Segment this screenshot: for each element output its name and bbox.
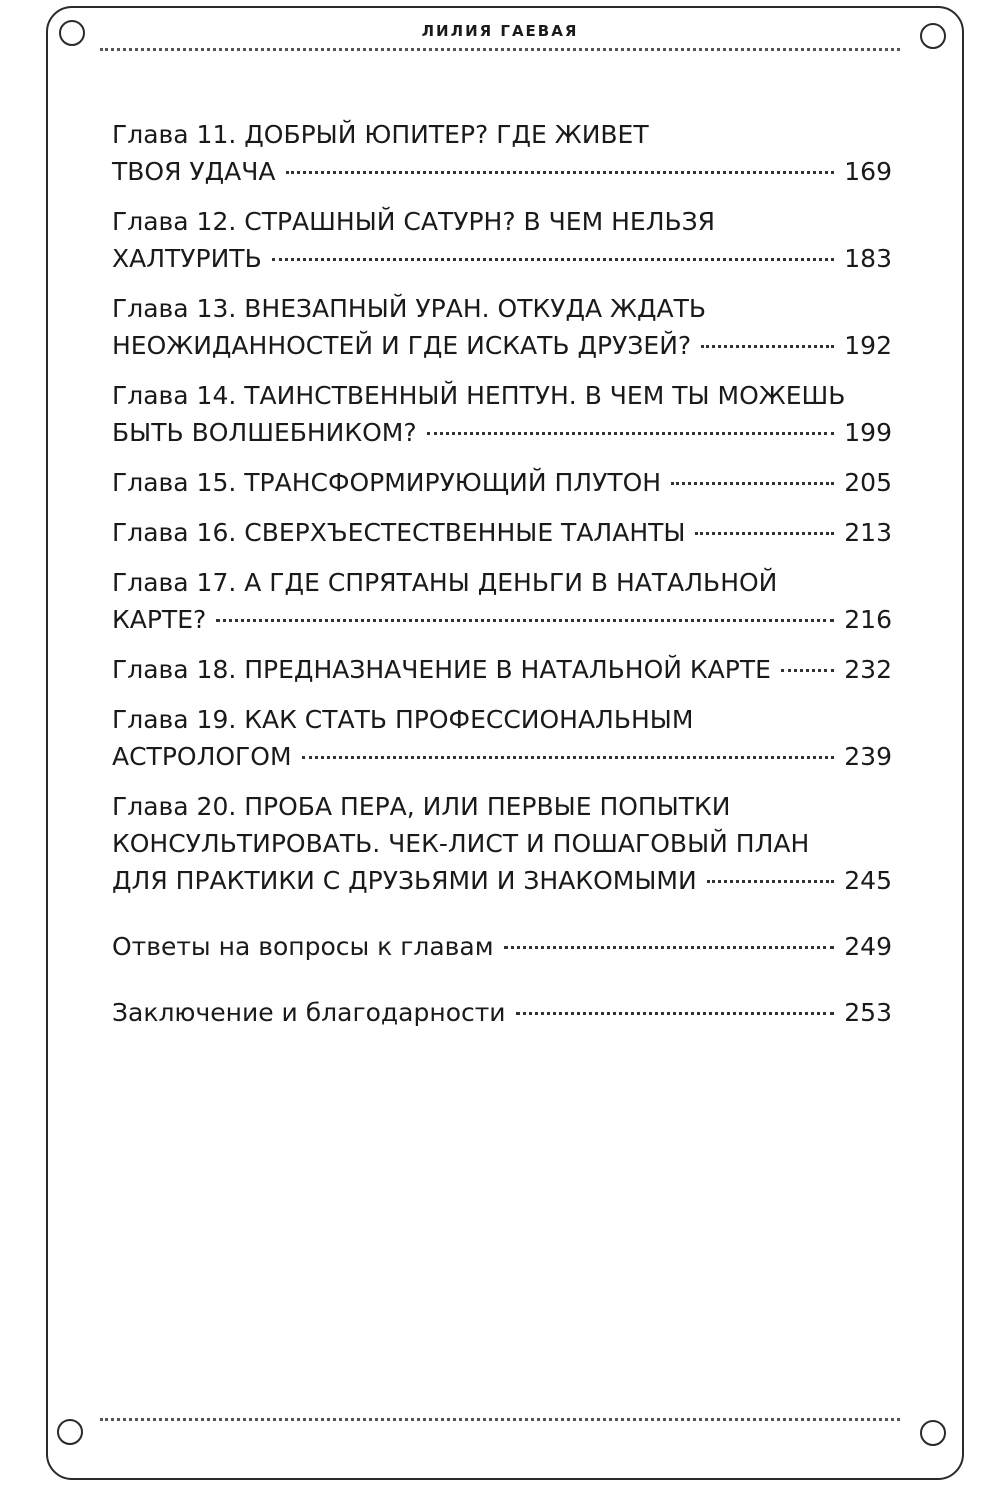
- toc-entry-title-line: БЫТЬ ВОЛШЕБНИКОМ?: [112, 418, 417, 447]
- toc-entry-last-line: [112, 153, 892, 190]
- toc-page-number: 216: [844, 605, 892, 634]
- toc-entry-last-line: [112, 240, 892, 277]
- toc-entry: [112, 116, 892, 190]
- toc-entry-title-line: Глава 12. СТРАШНЫЙ САТУРН? В ЧЕМ НЕЛЬЗЯ: [112, 207, 716, 236]
- toc-entry-title-line: ТВОЯ УДАЧА: [112, 157, 276, 186]
- toc-entry-title-line: НЕОЖИДАННОСТЕЙ И ГДЕ ИСКАТЬ ДРУЗЕЙ?: [112, 331, 692, 360]
- toc-entry-last-line: [112, 738, 892, 775]
- toc-entry: [112, 290, 892, 364]
- toc-entry-title-line: Глава 20. ПРОБА ПЕРА, ИЛИ ПЕРВЫЕ ПОПЫТКИ: [112, 792, 731, 821]
- dot-leader: [781, 669, 834, 672]
- toc-page-number: 205: [844, 468, 892, 497]
- toc-page-number: 245: [844, 866, 892, 895]
- toc-entry-title-line: ДЛЯ ПРАКТИКИ С ДРУЗЬЯМИ И ЗНАКОМЫМИ: [112, 866, 697, 895]
- toc-entry: [112, 928, 892, 965]
- toc-entry: [112, 994, 892, 1031]
- toc-entry-last-line: [112, 327, 892, 364]
- toc-page-number: 239: [844, 742, 892, 771]
- toc-entry-last-line: [112, 862, 892, 899]
- toc-page-number: 213: [844, 518, 892, 547]
- toc-entry: [112, 514, 892, 551]
- toc-entry-title-line: Заключение и благодарности: [112, 998, 506, 1027]
- toc-page-number: 169: [844, 157, 892, 186]
- toc-page-number: 199: [844, 418, 892, 447]
- dot-leader: [671, 482, 834, 485]
- table-of-contents: [112, 116, 892, 1044]
- toc-entry: [112, 377, 892, 451]
- toc-entry-title-line: Глава 14. ТАИНСТВЕННЫЙ НЕПТУН. В ЧЕМ ТЫ МОЖЕШЬ: [112, 381, 846, 410]
- dot-leader: [701, 345, 834, 348]
- toc-entry: [112, 564, 892, 638]
- toc-entry-title-line: Глава 15. ТРАНСФОРМИРУЮЩИЙ ПЛУТОН: [112, 468, 662, 497]
- toc-entry-title-line: ХАЛТУРИТЬ: [112, 244, 262, 273]
- dot-leader: [216, 619, 834, 622]
- toc-entry-title-line: Глава 11. ДОБРЫЙ ЮПИТЕР? ГДЕ ЖИВЕТ: [112, 120, 649, 149]
- toc-entry-last-line: [112, 414, 892, 451]
- toc-entry: [112, 464, 892, 501]
- toc-entry-title-line: Глава 17. А ГДЕ СПРЯТАНЫ ДЕНЬГИ В НАТАЛЬНОЙ: [112, 568, 778, 597]
- dot-leader: [504, 946, 835, 949]
- toc-page-number: 192: [844, 331, 892, 360]
- toc-entry-title-line: Глава 16. СВЕРХЪЕСТЕСТВЕННЫЕ ТАЛАНТЫ: [112, 518, 686, 547]
- toc-entry: [112, 788, 892, 899]
- dot-leader: [272, 258, 835, 261]
- toc-page-number: 232: [844, 655, 892, 684]
- bottom-left-circle-ornament: [57, 1419, 83, 1445]
- toc-entry-title-line: Глава 19. КАК СТАТЬ ПРОФЕССИОНАЛЬНЫМ: [112, 705, 694, 734]
- toc-page-number: 249: [844, 932, 892, 961]
- toc-page-number: 183: [844, 244, 892, 273]
- toc-entry: [112, 203, 892, 277]
- dot-leader: [516, 1012, 835, 1015]
- dot-leader: [302, 756, 835, 759]
- toc-page-number: 253: [844, 998, 892, 1027]
- toc-entry-title-line: АСТРОЛОГОМ: [112, 742, 292, 771]
- toc-entry-last-line: [112, 514, 892, 551]
- header-dotted-rule: [100, 48, 900, 51]
- toc-entry-last-line: [112, 994, 892, 1031]
- toc-entry-last-line: [112, 928, 892, 965]
- toc-entry-title-line: КАРТЕ?: [112, 605, 207, 634]
- dot-leader: [707, 880, 835, 883]
- dot-leader: [695, 532, 834, 535]
- bottom-right-circle-ornament: [920, 1420, 946, 1446]
- toc-entry-last-line: [112, 651, 892, 688]
- toc-entry-title-line: КОНСУЛЬТИРОВАТЬ. ЧЕК-ЛИСТ И ПОШАГОВЫЙ ПЛАН: [112, 829, 810, 858]
- toc-entry: [112, 701, 892, 775]
- toc-entry-title-line: Глава 18. ПРЕДНАЗНАЧЕНИЕ В НАТАЛЬНОЙ КАРТЕ: [112, 655, 771, 684]
- dot-leader: [427, 432, 835, 435]
- running-head-author: ЛИЛИЯ ГАЕВАЯ: [421, 22, 579, 40]
- dot-leader: [286, 171, 835, 174]
- toc-entry-title-line: Ответы на вопросы к главам: [112, 932, 494, 961]
- toc-entry-last-line: [112, 601, 892, 638]
- toc-entry: [112, 651, 892, 688]
- toc-entry-title-line: Глава 13. ВНЕЗАПНЫЙ УРАН. ОТКУДА ЖДАТЬ: [112, 294, 707, 323]
- toc-entry-last-line: [112, 464, 892, 501]
- footer-dotted-rule: [100, 1418, 900, 1421]
